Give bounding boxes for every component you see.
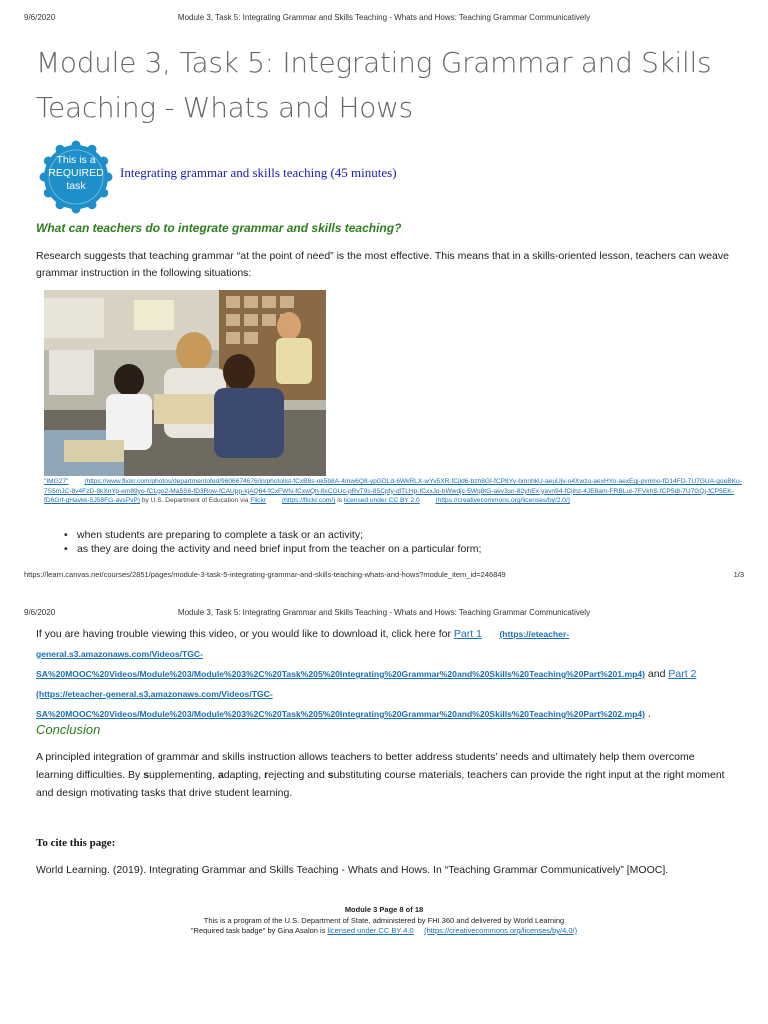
badge-text xyxy=(40,154,112,193)
flickr-link[interactable]: Flickr xyxy=(250,497,267,504)
page-title: Module 3, Task 5: Integrating Grammar and Skills Teaching - Whats and Hows xyxy=(36,46,712,124)
print-date: 9/6/2020 xyxy=(24,608,56,617)
print-footer-url: https://learn.canvas.net/courses/2851/pages/module-3-task-5-integrating-grammar-and-skills-teaching-whats-and-hows?module_item_id=246849 xyxy=(24,570,506,579)
section-question-heading: What can teachers do to integrate grammar and skills teaching? xyxy=(36,221,402,235)
license-link[interactable]: licensed under CC BY 2.0 xyxy=(343,497,420,504)
badge-credit xyxy=(0,926,768,937)
print-header-page-2 xyxy=(24,608,744,620)
badge-line-2: REQUIRED xyxy=(48,167,104,179)
page-footer xyxy=(0,905,768,937)
part-2-url-link[interactable]: (https://eteacher-general.s3.amazonaws.com/Videos/TGC- SA%20MOOC%20Videos/Module%203/Module%203%2C%20Task%205%20Integrating%20Grammar%20and%20Skills%20Teaching%20Part%202.mp4) xyxy=(36,689,645,719)
image-title-link[interactable]: "IMG27" xyxy=(44,478,69,485)
download-text: If you are having trouble viewing this video, or you would like to download it, click here for xyxy=(36,628,451,640)
list-item: • when students are preparing to complete a task or an activity; xyxy=(64,528,744,542)
part-2-link[interactable]: Part 2 xyxy=(668,668,697,680)
part-1-link[interactable]: Part 1 xyxy=(453,628,482,640)
and-text: and xyxy=(647,668,666,680)
module-page-indicator: Module 3 Page 8 of 18 xyxy=(344,905,424,914)
credit-is-text: is xyxy=(337,497,343,504)
image-caption xyxy=(44,477,744,506)
print-title: Module 3, Task 5: Integrating Grammar and Skills Teaching - Whats and Hows: Teaching Grammar Communicatively xyxy=(177,608,591,617)
required-task-link[interactable]: Integrating grammar and skills teaching (45 minutes) xyxy=(120,165,397,180)
flickr-url-link[interactable]: (https://flickr.com/) xyxy=(281,497,336,504)
situations-list xyxy=(64,528,744,556)
print-title: Module 3, Task 5: Integrating Grammar and Skills Teaching - Whats and Hows: Teaching Grammar Communicatively xyxy=(177,13,591,22)
badge-license-link[interactable]: licensed under CC BY 4.0 xyxy=(327,926,414,935)
list-item: • as they are doing the activity and need brief input from the teacher on a particular form; xyxy=(64,542,744,556)
print-page-number: 1/3 xyxy=(733,570,744,579)
badge-credit-text: "Required task badge" by Gina Asalon is xyxy=(190,926,326,935)
badge-line-3: task xyxy=(66,180,86,192)
conclusion-paragraph: A principled integration of grammar and skills instruction allows teachers to better address students’ needs and ultimately help them overcome learning difficulties. By supplementing, adapting, rejecting and substituting course materials, teachers can provide the right input at the right moment and design motivating tasks that drive student learning. xyxy=(36,751,725,799)
classroom-photo xyxy=(44,290,326,476)
badge-line-1: This is a xyxy=(56,154,96,166)
license-url-link[interactable]: (https://creativecommons.org/licenses/by/2.0/) xyxy=(435,497,570,504)
print-date: 9/6/2020 xyxy=(24,13,56,22)
period-text: . xyxy=(647,708,651,720)
program-statement: This is a program of the U.S. Department of State, administered by FHI 360 and delivered by World Learning xyxy=(203,915,565,925)
badge-license-url-link[interactable]: (https://creativecommons.org/licenses/by/4.0/) xyxy=(424,926,578,935)
print-header xyxy=(24,13,744,25)
image-source-link[interactable]: (https://www.flickr.com/photos/departmentofed/9606674676/in/photolist-fCxB8s-ok5b8A-4mw6Q8-ypGDLd-6WkRLX-wYv5XR-fCjld6-bzh8GI-fCP8Yv-bmnhkU-aeuUjv-o4Xwzo-aexHYo-aexEgj-pvrimo-fD14FD-7U7GUA-goeBKu-7S5mJC-8v4FzD-8kXnYp-em89yo-fCLgo2-Ma5S6-fD3Row-fCAUpp-kjAQ64-fCxFWN-fCxwQh-8xCGUc-pRvT9s-85Cpfy-dlTLHp-fCxxJo-bWwdjc-5Wq8tG-aev3sn-82yhEx-yavn94-fCjihz-4JE8am-FRBLuI-7FVkhS-fCP5t8-7U7GQj-fCP5EK-fD6Grf-gHavkk-5J58FG-avsPvP) xyxy=(44,478,742,504)
cite-heading: To cite this page: xyxy=(36,837,116,849)
credit-by-text: by U.S. Department of Education via xyxy=(141,497,249,504)
conclusion-heading: Conclusion xyxy=(36,722,101,737)
part-1-url-link[interactable]: (https://eteacher-general.s3.amazonaws.com/Videos/TGC- SA%20MOOC%20Videos/Module%203/Module%203%2C%20Task%205%20Integrating%20Grammar%20and%20Skills%20Teaching%20Part%201.mp4) xyxy=(36,629,645,679)
intro-paragraph: Research suggests that teaching grammar “at the point of need” is the most effective. This means that in a skills-oriented lesson, teachers can weave grammar instruction in the following situations: xyxy=(36,250,729,279)
download-paragraph xyxy=(36,624,726,724)
citation-text: World Learning. (2019). Integrating Grammar and Skills Teaching - Whats and Hows. In “Teaching Grammar Communicatively” [MOOC]. xyxy=(36,864,669,876)
